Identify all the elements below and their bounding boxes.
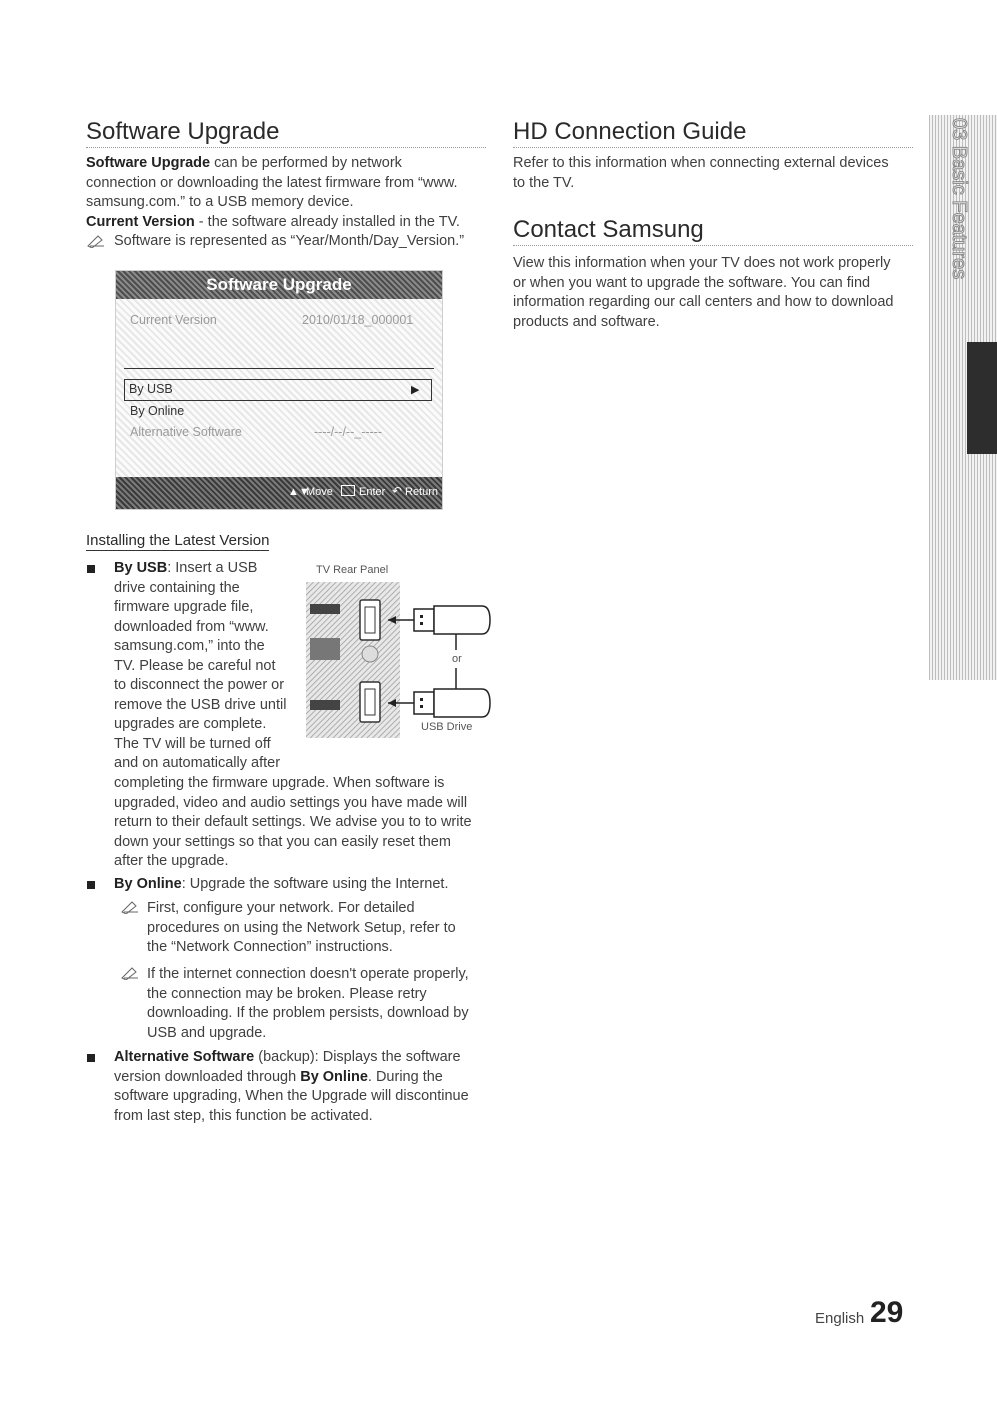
osd-divider (124, 368, 434, 369)
online-note-2-line-4: USB and upgrade. (147, 1024, 267, 1041)
alt-line-2-bold: By Online (300, 1068, 368, 1085)
alt-line-2-pre: version downloaded through (114, 1068, 301, 1085)
chapter-side-tab-marker (967, 342, 997, 454)
title-rule (86, 147, 486, 148)
usb-port-2-icon (360, 682, 380, 722)
contact-line-1: View this information when your TV does not work properly (513, 255, 891, 271)
usb-line-10: The TV will be turned off (114, 735, 271, 752)
installing-heading: Installing the Latest Version (86, 532, 270, 549)
port-label-component (310, 638, 340, 660)
osd-current-version-label: Current Version (130, 313, 217, 327)
osd-arrow-right-icon: ▶ (411, 384, 420, 396)
usb-long-line-4: down your settings so that you can easily reset them (114, 833, 451, 850)
online-note-1-line-1: First, configure your network. For detailed (147, 900, 415, 916)
usb-long-line-1: completing the firmware upgrade. When software is (114, 775, 445, 791)
osd-alternative-software-label: Alternative Software (130, 425, 242, 439)
port-label-usb1-hdd (310, 700, 340, 710)
section-title-contact-samsung: Contact Samsung (513, 216, 704, 243)
usb-bold: By USB (114, 560, 168, 576)
bullet-usb (87, 565, 95, 573)
contact-line-4: products and software. (513, 313, 660, 330)
osd-by-usb-item[interactable] (124, 379, 432, 401)
bullet-online (87, 881, 95, 889)
usb-port-1-icon (360, 600, 380, 640)
bullet-alternative (87, 1054, 95, 1062)
note-pencil-icon-3 (120, 966, 142, 980)
online-paragraph (114, 875, 514, 895)
current-version-text: - the software already installed in the TV. (194, 213, 460, 230)
usb-connection-diagram (296, 582, 496, 740)
section-title-hd-connection-guide: HD Connection Guide (513, 118, 747, 145)
usb-line-8: remove the USB drive until (114, 696, 287, 713)
alt-line-3: software upgrading, When the Upgrade will discontinue (114, 1088, 469, 1104)
note-pencil-icon-2 (120, 900, 142, 914)
usb-paragraph-short (114, 559, 304, 774)
alt-line-2-post: . During the (367, 1068, 443, 1085)
online-note-2 (147, 965, 507, 1043)
online-text: : Upgrade the software using the Internet. (181, 876, 449, 892)
osd-footer (116, 477, 442, 509)
intro-line-1: can be performed by network (214, 155, 402, 171)
hd-line-1: Refer to this information when connecting external devices (513, 155, 889, 171)
alt-line-4: from last step, this function be activated. (114, 1107, 373, 1124)
online-note-1 (147, 899, 507, 958)
usb-paragraph-long (114, 774, 514, 872)
osd-move-label: Move (306, 486, 333, 498)
diagram-usb-drive-label: USB Drive (421, 721, 473, 733)
usb-drive-icon-2 (414, 689, 490, 717)
osd-by-usb-label: By USB (129, 382, 173, 396)
alternative-paragraph (114, 1048, 514, 1126)
usb-line-7: to disconnect the power or (114, 677, 285, 693)
usb-line-6: TV. Please be careful not (114, 657, 276, 674)
online-note-2-line-2: the connection may be broken. Please retry (147, 985, 427, 1002)
alt-bold: Alternative Software (114, 1049, 255, 1065)
osd-return-icon: ↶ (392, 484, 403, 498)
usb-line-3: firmware upgrade file, (114, 599, 254, 615)
osd-enter-icon (341, 485, 355, 496)
usb-long-line-5: after the upgrade. (114, 853, 229, 869)
usb-line-9: upgrades are complete. (114, 716, 267, 732)
online-note-2-line-3: downloading. If the problem persists, download by (147, 1005, 469, 1021)
usb-line-1: : Insert a USB (167, 560, 258, 576)
online-note-1-line-3: the “Network Connection” instructions. (147, 939, 393, 955)
alt-line-1: (backup): Displays the software (254, 1049, 461, 1065)
diagram-panel-label: TV Rear Panel (316, 564, 389, 576)
contact-line-3: information regarding our call centers and how to download (513, 294, 894, 310)
hd-title-rule (513, 147, 913, 148)
online-bold: By Online (114, 876, 182, 892)
contact-paragraph (513, 254, 918, 332)
usb-line-5: samsung.com,” into the (114, 638, 265, 654)
osd-title: Software Upgrade (116, 271, 442, 299)
intro-bold: Software Upgrade (86, 155, 211, 171)
online-note-2-line-1: If the internet connection doesn't operate properly, (147, 966, 469, 982)
section-title-software-upgrade: Software Upgrade (86, 118, 280, 145)
intro-line-2: connection or downloading the latest firmware from “www. (86, 174, 458, 191)
contact-line-2: or when you want to upgrade the software. You can find (513, 274, 871, 291)
diagram-or-label: or (452, 653, 462, 665)
osd-software-upgrade-screen (115, 270, 443, 510)
intro-line-3: samsung.com.” to a USB memory device. (86, 194, 354, 210)
current-version-bold: Current Version (86, 213, 195, 230)
intro-paragraph (86, 154, 496, 252)
port-label-usb2 (310, 604, 340, 614)
hd-paragraph (513, 154, 918, 193)
usb-long-line-3: return to their default settings. We advise you to to write (114, 814, 472, 830)
usb-line-2: drive containing the (114, 579, 240, 596)
footer-language: English (815, 1310, 865, 1327)
osd-return-label: Return (405, 486, 439, 498)
osd-by-online-item[interactable]: By Online (130, 404, 185, 418)
footer-page-number: 29 (870, 1296, 904, 1329)
usb-line-4: downloaded from “www. (114, 618, 269, 635)
usb-line-11: and on automatically after (114, 755, 281, 771)
osd-alternative-software-value: ----/--/--_----- (314, 425, 383, 439)
component-jack-icon (362, 646, 378, 662)
osd-move-icon: ▲▼ (288, 486, 310, 498)
usb-drive-icon (414, 606, 490, 634)
version-note: Software is represented as “Year/Month/Day_Version.” (114, 233, 465, 249)
osd-enter-label: Enter (359, 486, 386, 498)
chapter-side-tab-text: 03 Basic Features (948, 118, 970, 280)
hd-line-2: to the TV. (513, 174, 575, 191)
note-pencil-icon (86, 234, 108, 248)
online-note-1-line-2: procedures on using the Network Setup, refer to (147, 919, 456, 936)
contact-title-rule (513, 245, 913, 246)
osd-current-version-value: 2010/01/18_000001 (302, 313, 414, 327)
usb-long-line-2: upgraded, video and audio settings you have made will (114, 794, 468, 811)
